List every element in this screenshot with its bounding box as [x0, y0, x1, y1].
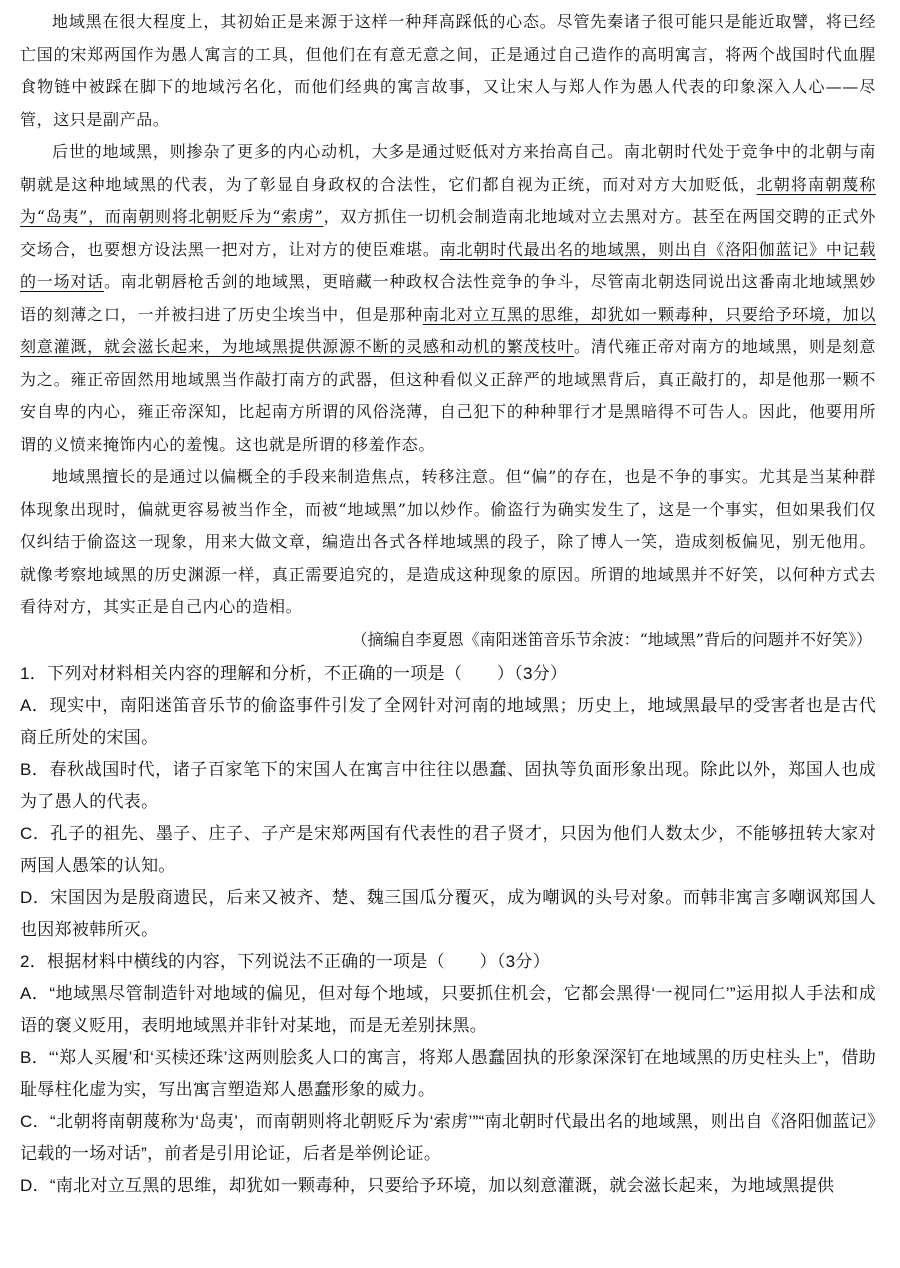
question-1-stem: 1．下列对材料相关内容的理解和分析，不正确的一项是（ ）（3分）	[20, 663, 568, 683]
passage-paragraph-1: 地域黑在很大程度上，其初始正是来源于这样一种拜高踩低的心态。尽管先秦诸子很可能只是能近取譬，将已经亡国的宋郑两国作为愚人寓言的工具，但他们在有意无意之间，正是通过自己造作的高明寓言，将两个战国时代血腥食物链中被踩在脚下的地域污名化，而他们经典的寓言故事，又让宋人与郑人作为愚人代表的印象深入人心——尽管，这只是副产品。	[20, 12, 876, 129]
underlined-sentence-1: 北朝将南朝蔑称为“岛夷”，而南朝则将北朝贬斥为“索虏”	[20, 174, 876, 226]
passage-paragraph-2	[20, 136, 876, 461]
passage-paragraph-3: 地域黑擅长的是通过以偏概全的手段来制造焦点，转移注意。但“偏”的存在，也是不争的事实。尤其是当某种群体现象出现时，偏就更容易被当作全，而被“地域黑”加以炒作。偷盗行为确实发生了，这是一个事实，但如果我们仅仅纠结于偷盗这一现象，用来大做文章，编造出各式各样地域黑的段子，除了博人一笑，造成刻板偏见，别无他用。就像考察地域黑的历史渊源一样，真正需要追究的，是造成这种现象的原因。所谓的地域黑并不好笑，以何种方式去看待对方，其实正是自己内心的造相。	[20, 467, 876, 616]
question-1-option-b: B．春秋战国时代，诸子百家笔下的宋国人在寓言中往往以愚蠢、固执等负面形象出现。除此以外，郑国人也成为了愚人的代表。	[20, 759, 876, 811]
passage-text: 。南北朝唇枪舌剑的地域黑，更暗藏一种政权合法性竞争的争斗，尽管南北朝迭同说出这番南北地域黑妙语的刻薄之口，一并被扫进了历史尘埃当中，但是那种	[20, 272, 876, 324]
question-2-option-a: A．“地域黑尽管制造针对地域的偏见，但对每个地域，只要抓住机会，它都会黑得‘一视同仁’”运用拟人手法和成语的褒义贬用，表明地域黑并非针对某地，而是无差别抹黑。	[20, 983, 876, 1035]
reading-passage	[20, 6, 876, 624]
question-1-option-c: C．孔子的祖先、墨子、庄子、子产是宋郑两国有代表性的君子贤才，只因为他们人数太少，不能够扭转大家对两国人愚笨的认知。	[20, 823, 876, 875]
passage-text: 。清代雍正帝对南方的地域黑，则是刻意为之。雍正帝固然用地域黑当作敲打南方的武器，但这种看似义正辞严的地域黑背后，真正敲打的，却是他那一颗不安自卑的内心，雍正帝深知，比起南方所谓的风俗浇薄，自己犯下的种种罪行才是黑暗得不可告人。因此，他要用所谓的义愤来掩饰内心的羞愧。这也就是所谓的移羞作态。	[20, 337, 876, 454]
question-1-option-d: D．宋国因为是殷商遗民，后来又被齐、楚、魏三国瓜分覆灭，成为嘲讽的头号对象。而韩非寓言多嘲讽郑国人也因郑被韩所灭。	[20, 887, 876, 939]
underlined-sentence-2: 南北朝时代最出名的地域黑，则出自《洛阳伽蓝记》中记载的一场对话	[20, 239, 876, 291]
passage-text: 后世的地域黑，则掺杂了更多的内心动机，大多是通过贬低对方来抬高自己。南北朝时代处于竞争中的北朝与南朝就是这种地域黑的代表，为了彰显自身政权的合法性，它们都自视为正统，而对对方大加贬低，	[20, 142, 876, 194]
question-2-stem: 2．根据材料中横线的内容，下列说法不正确的一项是（ ）（3分）	[20, 951, 551, 971]
question-1-option-a: A．现实中，南阳迷笛音乐节的偷盗事件引发了全网针对河南的地域黑；历史上，地域黑最早的受害者也是古代商丘所处的宋国。	[20, 695, 876, 747]
question-2-option-c: C．“北朝将南朝蔑称为‘岛夷’，而南朝则将北朝贬斥为‘索虏’”“南北朝时代最出名的地域黑，则出自《洛阳伽蓝记》记载的一场对话”，前者是引用论证，后者是举例论证。	[20, 1111, 876, 1163]
underlined-sentence-3: 南北对立互黑的思维，却犹如一颗毒种，只要给予环境，加以刻意灌溉，就会滋长起来，为地域黑提供源源不断的灵感和动机的繁茂枝叶	[20, 304, 877, 356]
question-list	[20, 658, 876, 1202]
question-2-option-d: D．“南北对立互黑的思维，却犹如一颗毒种，只要给予环境，加以刻意灌溉，就会滋长起来，为地域黑提供	[20, 1175, 835, 1195]
question-2-option-b: B．“‘郑人买履’和‘买椟还珠’这两则脍炙人口的寓言，将郑人愚蠢固执的形象深深钉在地域黑的历史柱头上”，借助耻辱柱化虚为实，写出寓言塑造郑人愚蠢形象的威力。	[20, 1047, 876, 1099]
passage-text: ，双方抓住一切机会制造南北地域对立去黑对方。甚至在两国交聘的正式外交场合，也要想方设法黑一把对方，让对方的使臣难堪。	[20, 207, 876, 259]
source-citation: （摘编自李夏恩《南阳迷笛音乐节余波：“地域黑”背后的问题并不好笑》）	[351, 629, 872, 649]
